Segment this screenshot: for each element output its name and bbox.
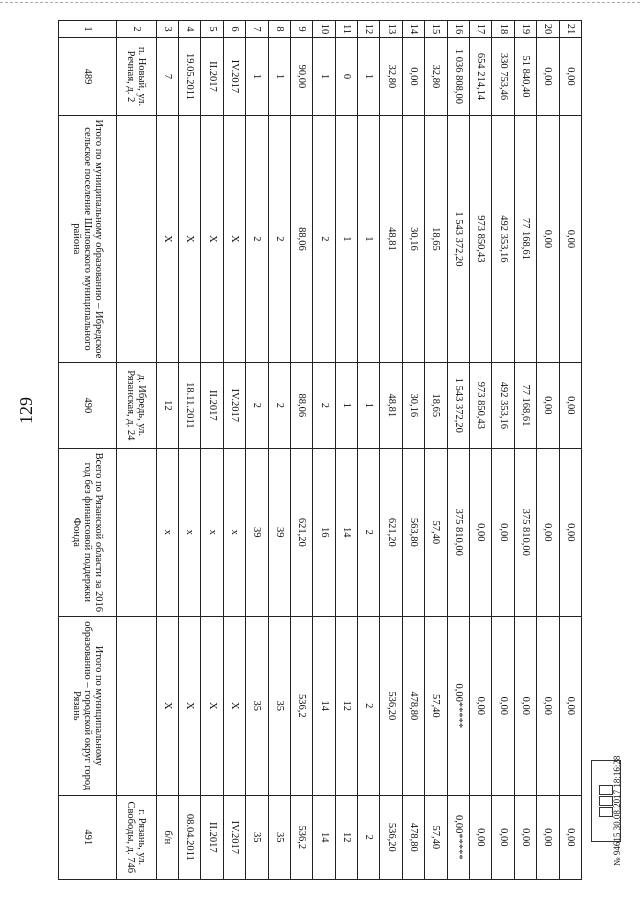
table-cell: 77 168,61 <box>514 362 536 448</box>
table-cell: 492 353,16 <box>492 362 514 448</box>
table-row <box>59 21 117 880</box>
table-cell: г. Рязань, ул. Свободы, д. 74б <box>116 795 156 879</box>
table-cell: 1 <box>335 362 357 448</box>
document-sheet <box>58 20 582 880</box>
table-cell: 39 <box>246 448 268 616</box>
table-cell: x <box>201 448 223 616</box>
table-row <box>425 21 447 880</box>
table-cell <box>116 616 156 795</box>
table-cell: 1 <box>246 38 268 116</box>
table-row <box>537 21 559 880</box>
table-cell: 0,00 <box>402 38 424 116</box>
table-cell: 536,2 <box>290 795 312 879</box>
column-number: 13 <box>380 21 402 38</box>
table-cell: Всего по Рязанской области за 2016 год без финансовой поддержки Фонда <box>59 448 117 616</box>
table-cell: IV.2017 <box>223 795 245 879</box>
table-cell: 0,00 <box>537 448 559 616</box>
table-cell: 0,00 <box>559 38 581 116</box>
column-number: 10 <box>313 21 335 38</box>
column-number: 7 <box>246 21 268 38</box>
table-cell: Итого по муниципальному образованию – городской округ город Рязань <box>59 616 117 795</box>
table-cell: 1 036 808,00 <box>447 38 469 116</box>
table-cell: 1 <box>313 38 335 116</box>
table-row <box>246 21 268 880</box>
table-cell: 1 543 372,20 <box>447 362 469 448</box>
table-cell: 77 168,61 <box>514 115 536 362</box>
table-cell: X <box>223 616 245 795</box>
table-cell: 536,20 <box>380 616 402 795</box>
column-number: 20 <box>537 21 559 38</box>
table-cell: 0,00 <box>492 448 514 616</box>
table-cell: 1 <box>335 115 357 362</box>
table-cell: 621,20 <box>380 448 402 616</box>
table-cell: X <box>178 115 200 362</box>
table-cell: 478,80 <box>402 795 424 879</box>
column-number: 4 <box>178 21 200 38</box>
table-cell: 57,40 <box>425 795 447 879</box>
column-number: 19 <box>514 21 536 38</box>
registration-stamp: № 94615 30.08.2017 18:16:28 <box>612 755 622 866</box>
table-row <box>156 21 178 880</box>
table-cell: IV.2017 <box>223 362 245 448</box>
table-cell: X <box>201 616 223 795</box>
column-number: 3 <box>156 21 178 38</box>
column-number: 2 <box>116 21 156 38</box>
table-cell: 2 <box>268 115 290 362</box>
table-cell: 0,00 <box>492 616 514 795</box>
table-cell: 14 <box>313 795 335 879</box>
table-cell: 621,20 <box>290 448 312 616</box>
column-number: 8 <box>268 21 290 38</box>
table-cell: 57,40 <box>425 448 447 616</box>
column-number: 17 <box>470 21 492 38</box>
table-cell: 51 840,40 <box>514 38 536 116</box>
table-cell: 2 <box>246 115 268 362</box>
table-row <box>470 21 492 880</box>
table-cell: 2 <box>268 362 290 448</box>
table-cell: 1 <box>358 115 380 362</box>
table-cell: 0,00 <box>537 38 559 116</box>
table-cell: 0,00 <box>559 115 581 362</box>
table-cell <box>116 448 156 616</box>
table-cell: 0,00***** <box>447 795 469 879</box>
table-cell <box>116 115 156 362</box>
data-table <box>58 20 582 880</box>
table-cell: 2 <box>358 616 380 795</box>
table-cell: 491 <box>59 795 117 879</box>
table-cell: 08.04.2011 <box>178 795 200 879</box>
table-cell: 973 850,43 <box>470 115 492 362</box>
table-cell: 0,00 <box>559 448 581 616</box>
table-cell: 32,80 <box>425 38 447 116</box>
table-cell: 88,06 <box>290 115 312 362</box>
table-cell: 0,00 <box>470 616 492 795</box>
table-cell: 2 <box>313 362 335 448</box>
table-row <box>380 21 402 880</box>
table-cell: 35 <box>268 616 290 795</box>
table-cell: 0,00***** <box>447 616 469 795</box>
table-row <box>447 21 469 880</box>
table-cell: 375 810,00 <box>514 448 536 616</box>
page-number: 129 <box>16 397 36 424</box>
table-cell: 19.05.2011 <box>178 38 200 116</box>
table-cell: 2 <box>358 448 380 616</box>
top-dashed-line <box>0 2 640 4</box>
table-row <box>514 21 536 880</box>
table-cell: 90,00 <box>290 38 312 116</box>
table-cell: 0,00 <box>470 448 492 616</box>
table-cell: п. Новый, ул. Речная, д. 2 <box>116 38 156 116</box>
table-cell: 2 <box>246 362 268 448</box>
table-cell: 14 <box>313 616 335 795</box>
column-number: 1 <box>59 21 117 38</box>
table-cell: 18.11.2011 <box>178 362 200 448</box>
table-cell: II.2017 <box>201 38 223 116</box>
table-cell: X <box>156 616 178 795</box>
table-cell: 32,80 <box>380 38 402 116</box>
table-cell: 35 <box>246 795 268 879</box>
table-cell: x <box>156 448 178 616</box>
table-cell: 490 <box>59 362 117 448</box>
table-cell: 35 <box>268 795 290 879</box>
table-row <box>290 21 312 880</box>
column-number: 5 <box>201 21 223 38</box>
table-cell: 0,00 <box>514 616 536 795</box>
table-cell: 375 810,00 <box>447 448 469 616</box>
table-cell: Итого по муниципальному образованию – Ибредское сельское поселение Шиловского муниципального района <box>59 115 117 362</box>
table-cell: x <box>223 448 245 616</box>
table-cell: 12 <box>335 616 357 795</box>
table-cell: II.2017 <box>201 795 223 879</box>
table-cell: 18,65 <box>425 362 447 448</box>
table-cell: 478,80 <box>402 616 424 795</box>
table-cell: 1 <box>358 362 380 448</box>
table-cell: 492 353,16 <box>492 115 514 362</box>
column-number: 11 <box>335 21 357 38</box>
table-cell: 1 <box>358 38 380 116</box>
table-cell: x <box>178 448 200 616</box>
column-number: 12 <box>358 21 380 38</box>
table-cell: X <box>178 616 200 795</box>
table-row <box>223 21 245 880</box>
table-cell: 35 <box>246 616 268 795</box>
table-row <box>358 21 380 880</box>
table-cell: 654 214,14 <box>470 38 492 116</box>
table-cell: 7 <box>156 38 178 116</box>
column-number: 9 <box>290 21 312 38</box>
table-cell: 0,00 <box>537 362 559 448</box>
table-row <box>201 21 223 880</box>
table-row <box>313 21 335 880</box>
table-cell: 2 <box>313 115 335 362</box>
column-number: 16 <box>447 21 469 38</box>
table-cell: 16 <box>313 448 335 616</box>
table-cell: IV.2017 <box>223 38 245 116</box>
column-number: 21 <box>559 21 581 38</box>
table-cell: 0,00 <box>492 795 514 879</box>
table-row <box>268 21 290 880</box>
table-cell: 1 <box>268 38 290 116</box>
table-cell: II.2017 <box>201 362 223 448</box>
column-number: 18 <box>492 21 514 38</box>
table-cell: 2 <box>358 795 380 879</box>
column-number: 15 <box>425 21 447 38</box>
table-cell: б/н <box>156 795 178 879</box>
table-cell: 0,00 <box>559 362 581 448</box>
table-cell: 48,81 <box>380 362 402 448</box>
table-row <box>402 21 424 880</box>
table-cell: 563,80 <box>402 448 424 616</box>
table-cell: X <box>223 115 245 362</box>
column-number: 14 <box>402 21 424 38</box>
table-cell: 88,06 <box>290 362 312 448</box>
table-cell: 536,2 <box>290 616 312 795</box>
table-cell: X <box>201 115 223 362</box>
table-cell: 0 <box>335 38 357 116</box>
table-cell: 973 850,43 <box>470 362 492 448</box>
table-row <box>559 21 581 880</box>
table-cell: 0,00 <box>559 616 581 795</box>
table-cell: 489 <box>59 38 117 116</box>
table-cell: 18,65 <box>425 115 447 362</box>
table-cell: 57,40 <box>425 616 447 795</box>
table-cell: 0,00 <box>537 616 559 795</box>
table-cell: 12 <box>335 795 357 879</box>
table-cell: 48,81 <box>380 115 402 362</box>
table-row <box>335 21 357 880</box>
table-cell: 30,16 <box>402 115 424 362</box>
table-cell: 39 <box>268 448 290 616</box>
table-cell: 0,00 <box>559 795 581 879</box>
table-row <box>178 21 200 880</box>
table-cell: 1 543 372,20 <box>447 115 469 362</box>
table-row <box>116 21 156 880</box>
table-cell: 536,20 <box>380 795 402 879</box>
table-cell: 14 <box>335 448 357 616</box>
table-cell: 0,00 <box>470 795 492 879</box>
column-number: 6 <box>223 21 245 38</box>
table-cell: 330 753,46 <box>492 38 514 116</box>
table-cell: 12 <box>156 362 178 448</box>
table-row <box>492 21 514 880</box>
table-cell: 0,00 <box>537 115 559 362</box>
table-cell: д. Ибредь, ул. Рязанская, д. 24 <box>116 362 156 448</box>
table-cell: 0,00 <box>514 795 536 879</box>
table-cell: 0,00 <box>537 795 559 879</box>
table-cell: X <box>156 115 178 362</box>
table-cell: 30,16 <box>402 362 424 448</box>
